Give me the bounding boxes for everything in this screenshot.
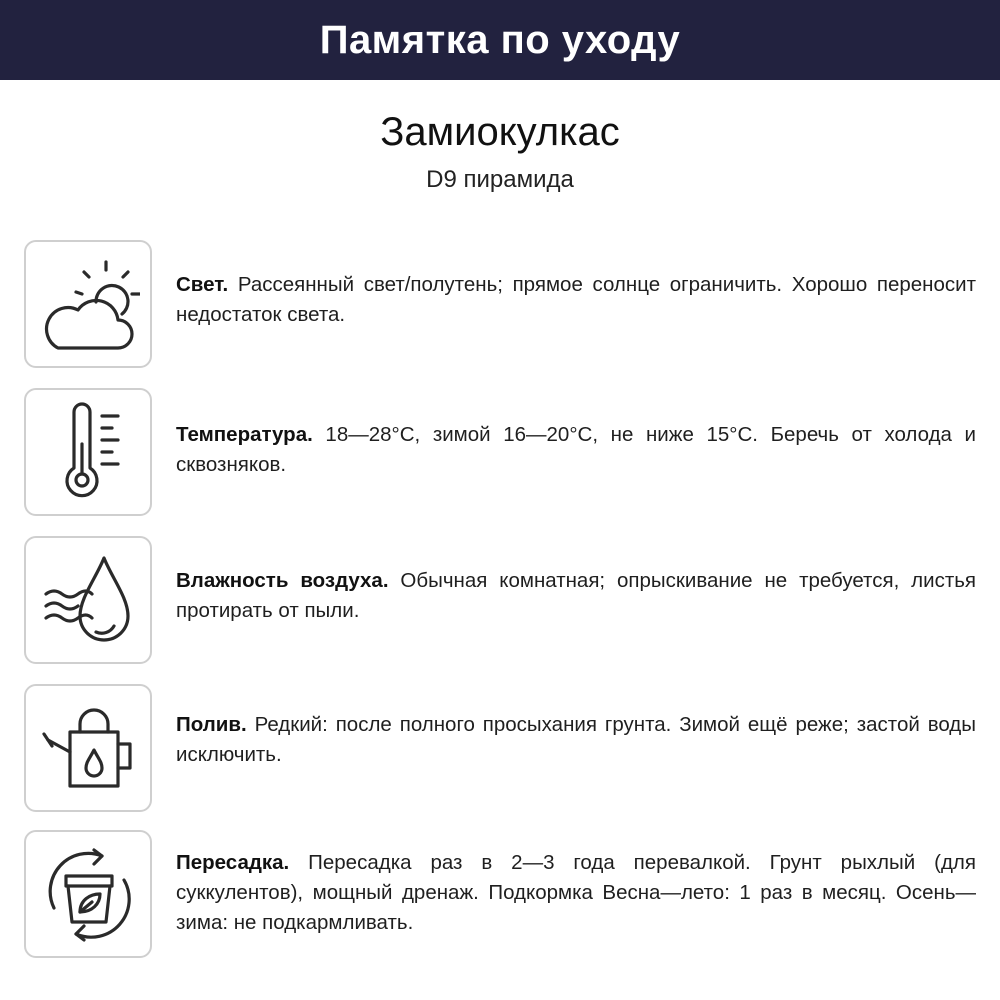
care-label-temperature: Температура. <box>176 423 313 446</box>
sun-cloud-icon <box>24 240 152 368</box>
care-text-repotting <box>176 848 976 938</box>
care-item-watering <box>0 684 1000 812</box>
care-label-watering: Полив. <box>176 713 247 736</box>
care-item-repotting <box>0 830 1000 958</box>
thermometer-icon <box>24 388 152 516</box>
humidity-drop-icon <box>24 536 152 664</box>
watering-can-icon <box>24 684 152 812</box>
care-desc-repotting: Пересадка раз в 2—3 года перевалкой. Грунт рыхлый (для суккулентов), мощный дренаж. Подкормка Весна—лето: 1 раз в месяц. Осень—зима: не подкармливать. <box>176 851 976 934</box>
care-item-temperature <box>0 388 1000 516</box>
care-label-humidity: Влажность воздуха. <box>176 569 389 592</box>
header-title: Памятка по уходу <box>319 17 681 62</box>
care-desc-watering: Редкий: после полного просыхания грунта. Зимой ещё реже; застой воды исключить. <box>176 713 976 766</box>
care-desc-temperature: 18—28°C, зимой 16—20°C, не ниже 15°C. Беречь от холода и сквозняков. <box>176 423 976 476</box>
care-text-temperature <box>176 420 976 480</box>
care-item-humidity <box>0 536 1000 664</box>
care-text-light <box>176 270 976 330</box>
header-bar <box>0 0 1000 80</box>
plant-variant: D9 пирамида <box>426 166 574 193</box>
care-text-humidity <box>176 566 976 626</box>
care-desc-humidity: Обычная комнатная; опрыскивание не требуется, листья протирать от пыли. <box>176 569 976 622</box>
care-label-repotting: Пересадка. <box>176 851 290 874</box>
care-text-watering <box>176 710 976 770</box>
care-desc-light: Рассеянный свет/полутень; прямое солнце ограничить. Хорошо переносит недостаток света. <box>176 273 976 326</box>
care-label-light: Свет. <box>176 273 229 296</box>
care-item-light <box>0 240 1000 368</box>
plant-name: Замиокулкас <box>380 110 620 154</box>
repot-pot-icon <box>24 830 152 958</box>
